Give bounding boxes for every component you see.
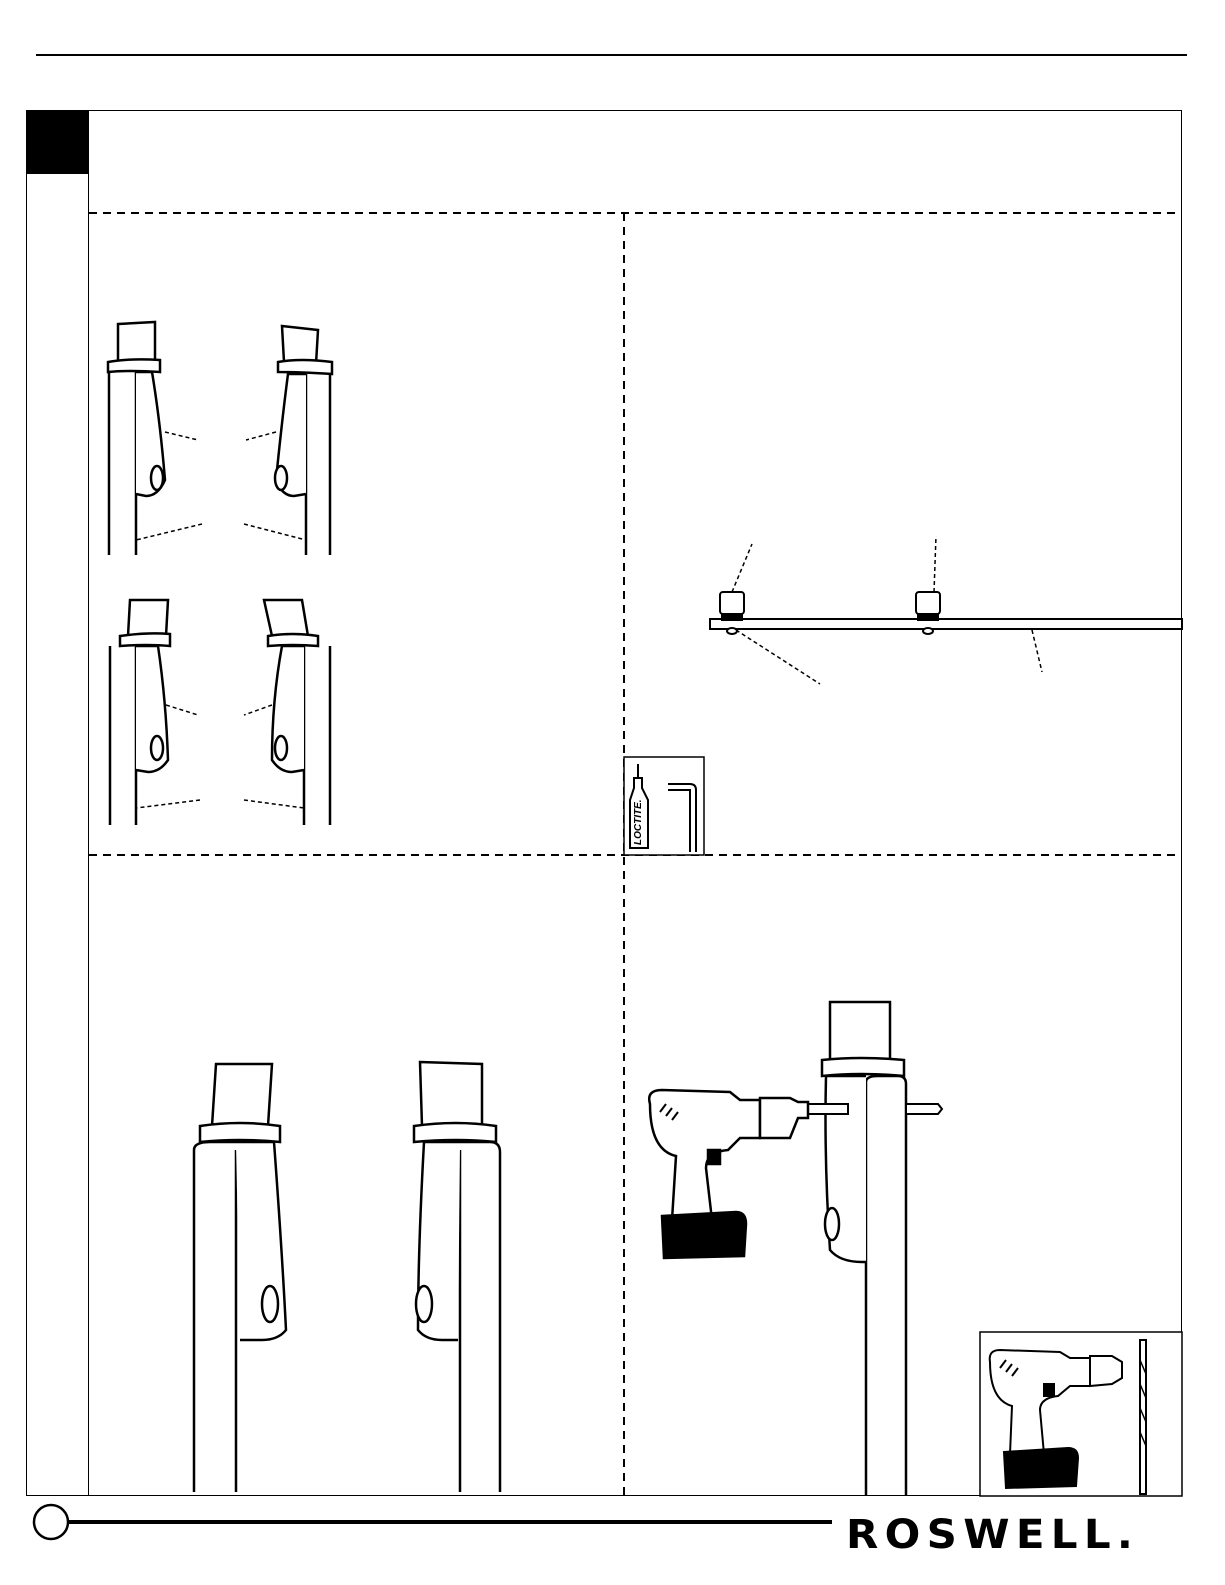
loctite-bottle-label: LOCTITE. xyxy=(633,799,644,845)
page-number-circle xyxy=(34,1505,68,1539)
roswell-logo: ROSWELL. xyxy=(846,1512,1140,1558)
